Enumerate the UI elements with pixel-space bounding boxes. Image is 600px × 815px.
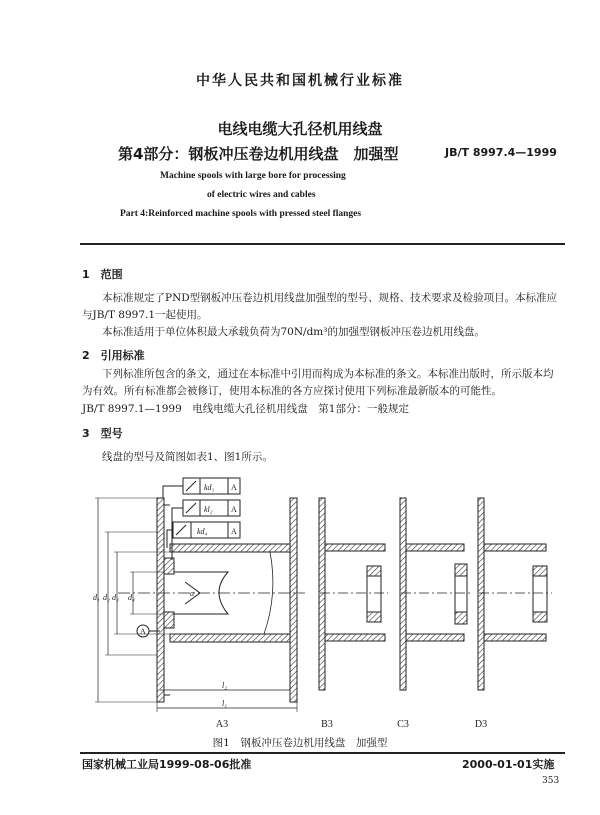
standard-subtitle: 第4部分：钢板冲压卷边机用线盘 加强型 bbox=[118, 145, 399, 163]
dim-alpha: α bbox=[190, 589, 195, 598]
tolerance-datum-1: A bbox=[231, 483, 237, 492]
section-2-heading: 2 引用标准 bbox=[82, 349, 145, 362]
label-a3: A3 bbox=[215, 719, 229, 730]
spool-c3-drawing bbox=[400, 498, 472, 690]
dim-l1: l₁ bbox=[222, 699, 228, 708]
spool-b3-drawing bbox=[319, 498, 388, 690]
section-3-heading: 3 型号 bbox=[82, 427, 123, 440]
english-title-line-2: of electric wires and cables bbox=[207, 190, 316, 200]
section-1-paragraph-1: 本标准规定了PND型钢板冲压卷边机用线盘加强型的型号、规格、技术要求及检验项目。本标准应 bbox=[102, 292, 558, 304]
header-divider bbox=[80, 243, 565, 245]
standard-title: 电线电缆大孔径机用线盘 bbox=[217, 120, 383, 138]
english-title-line-1: Machine spools with large bore for processing bbox=[160, 171, 346, 181]
approval-date: 国家机械工业局1999-08-06批准 bbox=[82, 758, 252, 771]
label-c3: C3 bbox=[397, 719, 409, 730]
tolerance-kd1: kd₁ bbox=[204, 483, 215, 492]
issuing-body: 中华人民共和国机械行业标准 bbox=[196, 73, 404, 89]
dim-l2: l₂ bbox=[222, 681, 228, 690]
section-1-heading: 1 范围 bbox=[82, 268, 123, 281]
section-1-paragraph-2: 本标准适用于单位体积最大承载负荷为70N/dm³的加强型钢板冲压卷边机用线盘。 bbox=[102, 326, 485, 338]
datum-mark: A bbox=[140, 627, 146, 636]
english-title-line-3: Part 4:Reinforced machine spools with pressed steel flanges bbox=[120, 209, 362, 219]
spool-figure bbox=[0, 470, 600, 735]
spool-d3-drawing bbox=[478, 498, 552, 690]
section-3-paragraph: 线盘的型号及简图如表1、图1所示。 bbox=[102, 451, 273, 463]
page-number: 353 bbox=[542, 776, 560, 786]
section-1-paragraph-1-cont: 与JB/T 8997.1一起使用。 bbox=[82, 309, 208, 321]
section-2-paragraph-1: 下列标准所包含的条文，通过在本标准中引用而构成为本标准的条文。本标准出版时，所示版本均 bbox=[102, 368, 554, 380]
label-d3: D3 bbox=[474, 719, 488, 730]
label-b3: B3 bbox=[321, 719, 333, 730]
spool-a3-drawing bbox=[95, 478, 305, 712]
footer-divider bbox=[80, 752, 565, 754]
tolerance-datum-3: A bbox=[231, 527, 237, 536]
tolerance-kl2: kl₂ bbox=[204, 505, 213, 514]
figure-caption: 图1 钢板冲压卷边机用线盘 加强型 bbox=[212, 737, 388, 749]
standard-number: JB/T 8997.4—1999 bbox=[445, 146, 557, 159]
tolerance-kd4: kd₄ bbox=[197, 527, 208, 536]
dim-d1: d₁ bbox=[93, 593, 100, 602]
dim-d4: d₄ bbox=[128, 593, 135, 602]
tolerance-datum-2: A bbox=[231, 505, 237, 514]
dim-d2: d₂ bbox=[103, 593, 110, 602]
section-2-reference: JB/T 8997.1—1999 电线电缆大孔径机用线盘 第1部分：一般规定 bbox=[82, 403, 409, 415]
section-2-paragraph-1-cont: 为有效。所有标准都会被修订，使用本标准的各方应探讨使用下列标准最新版本的可能性。 bbox=[82, 385, 502, 397]
implementation-date: 2000-01-01实施 bbox=[462, 758, 555, 771]
dim-d3: d₃ bbox=[112, 593, 119, 602]
